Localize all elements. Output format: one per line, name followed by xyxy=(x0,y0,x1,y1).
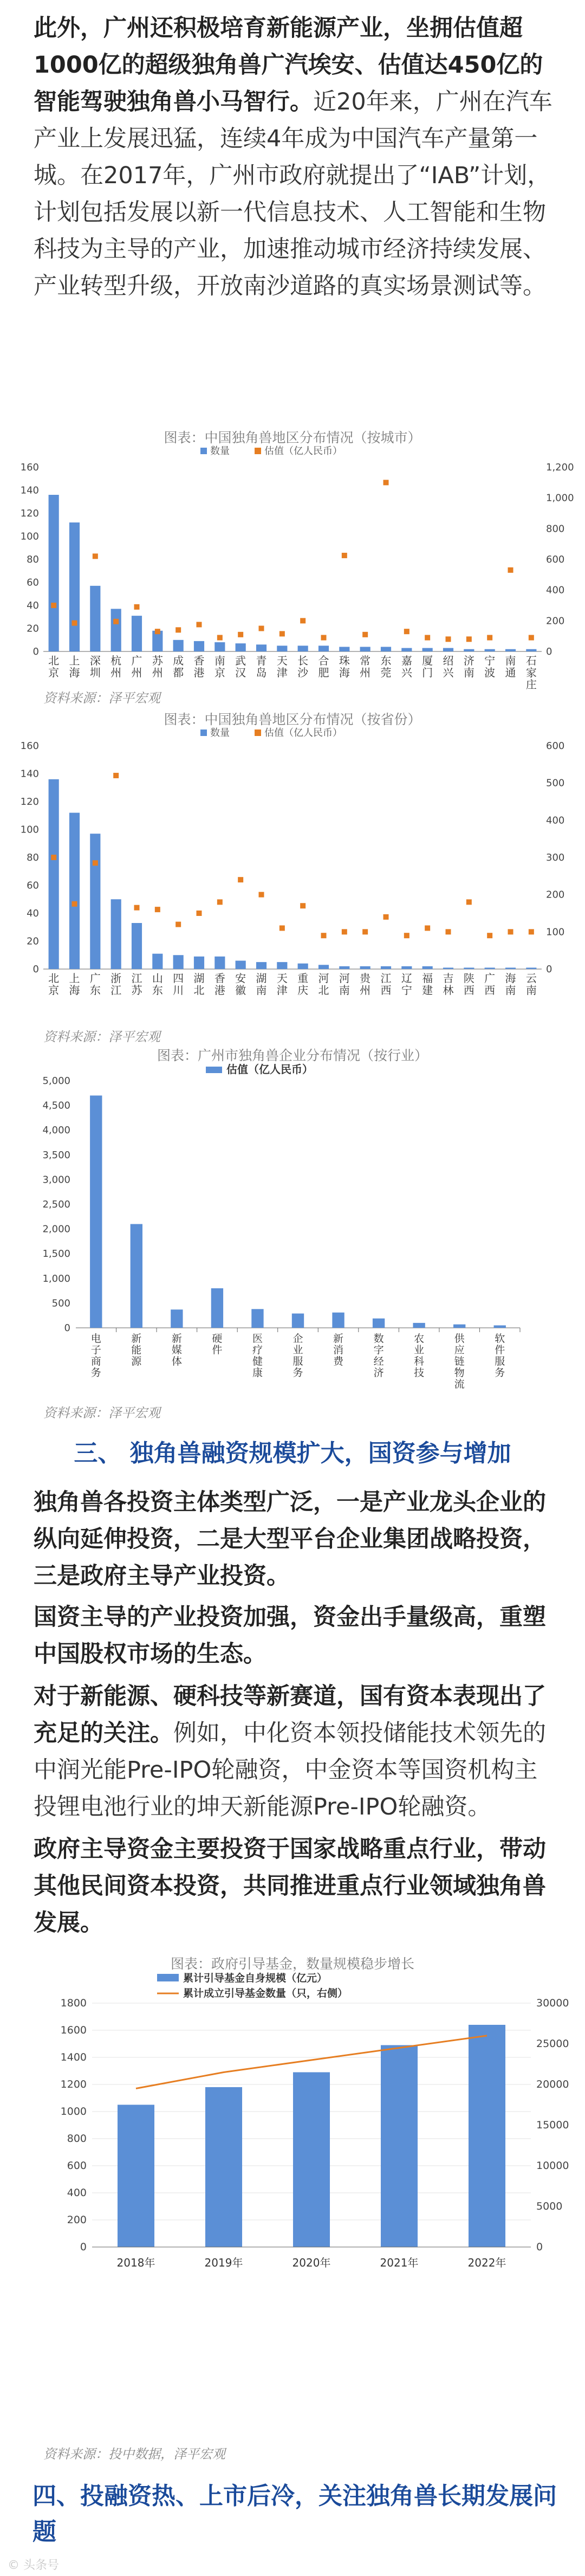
legend-line-label: 累计成立引导基金数量（只，右侧） xyxy=(183,1987,348,1999)
y2-tick-label: 0 xyxy=(546,646,552,657)
legend-bar-label: 估值（亿人民币） xyxy=(226,1063,313,1076)
x-tick-label: 四川 xyxy=(173,972,184,997)
x-tick-label: 2018年 xyxy=(116,2256,155,2269)
value-marker xyxy=(466,636,472,642)
x-tick-label: 常州 xyxy=(360,654,371,679)
bar xyxy=(443,648,453,651)
value-marker xyxy=(342,929,347,934)
value-marker xyxy=(508,567,514,573)
x-tick-label: 绍兴 xyxy=(443,654,454,679)
y-tick-label: 500 xyxy=(51,1297,70,1309)
y2-tick-label: 400 xyxy=(546,815,565,827)
x-tick-label: 南京 xyxy=(214,654,225,679)
value-marker xyxy=(197,622,202,627)
x-tick-label: 珠海 xyxy=(339,654,350,679)
value-marker xyxy=(425,635,430,641)
value-marker xyxy=(446,636,451,642)
section3-p1-text: 独角兽各投资主体类型广泛，一是产业龙头企业的纵向延伸投资，二是大型平台企业集团战略投资，三是政府主导产业投资。 xyxy=(34,1489,546,1590)
value-marker xyxy=(197,911,202,916)
value-marker xyxy=(384,914,389,920)
bar xyxy=(173,955,184,969)
value-marker xyxy=(113,619,119,624)
section3-p2 xyxy=(34,1599,554,1673)
y-tick-label: 1800 xyxy=(60,1997,87,2009)
value-marker xyxy=(51,855,56,860)
y2-tick-label: 15000 xyxy=(536,2119,569,2131)
bar xyxy=(422,648,433,651)
bar xyxy=(373,1319,385,1328)
bar xyxy=(205,2087,242,2247)
x-tick-label: 东莞 xyxy=(380,654,392,679)
bar xyxy=(494,1325,506,1328)
y-tick-label: 140 xyxy=(20,768,39,780)
chart4-caption: 图表：政府引导基金，数量规模稳步增长 xyxy=(170,1956,414,1972)
bar xyxy=(298,964,308,969)
y-tick-label: 800 xyxy=(67,2133,87,2145)
bar xyxy=(422,966,433,969)
x-tick-label: 上海 xyxy=(69,654,80,679)
bar xyxy=(381,2045,418,2248)
x-tick-label: 江苏 xyxy=(131,972,142,997)
y-tick-label: 1600 xyxy=(60,2024,87,2036)
x-tick-label: 农业科技 xyxy=(414,1333,425,1379)
y2-tick-label: 500 xyxy=(546,777,565,789)
x-tick-label: 天津 xyxy=(276,654,288,679)
y-tick-label: 20 xyxy=(27,623,39,635)
legend-bar-label: 数量 xyxy=(210,446,230,457)
y-tick-label: 40 xyxy=(27,908,39,919)
bar xyxy=(131,1224,142,1328)
x-tick-label: 香港 xyxy=(193,654,205,679)
legend-bar-swatch xyxy=(200,729,207,736)
chart1 xyxy=(0,444,585,691)
x-tick-label: 新能源 xyxy=(131,1333,142,1367)
section3-p1 xyxy=(34,1484,554,1594)
bar xyxy=(505,967,516,969)
bar xyxy=(401,648,412,651)
y-tick-label: 100 xyxy=(20,824,39,836)
legend-bar-label: 累计引导基金自身规模（亿元） xyxy=(183,1972,328,1984)
value-marker xyxy=(342,553,347,558)
bar xyxy=(251,1309,263,1328)
bar xyxy=(171,1309,183,1328)
section3-heading: 三、 独角兽融资规模扩大，国资参与增加 xyxy=(74,1439,511,1467)
x-tick-label: 软件服务 xyxy=(495,1333,505,1379)
bar xyxy=(318,645,329,651)
value-marker xyxy=(362,929,368,934)
y-tick-label: 120 xyxy=(20,508,39,519)
value-marker xyxy=(321,933,327,938)
x-tick-label: 陕西 xyxy=(463,972,474,997)
section3-p3-normal: 例如，中化资本领投储能技术领先的中润光能Pre-IPO轮融资，中金资本等国资机构主投锂电池行业的坤天新能源Pre-IPO轮融资。 xyxy=(34,1720,546,1820)
x-tick-label: 成都 xyxy=(173,654,184,679)
x-tick-label: 北京 xyxy=(48,972,60,997)
bar xyxy=(277,962,287,969)
bar xyxy=(339,966,349,969)
y-tick-label: 0 xyxy=(64,1322,70,1334)
bar xyxy=(469,2025,505,2247)
y2-tick-label: 0 xyxy=(536,2241,543,2253)
section3-p2-text: 国资主导的产业投资加强，资金出手量级高，重塑中国股权市场的生态。 xyxy=(34,1604,546,1668)
bar xyxy=(236,961,246,969)
value-marker xyxy=(404,933,410,938)
bar xyxy=(505,649,516,651)
bar xyxy=(360,966,370,969)
value-marker xyxy=(300,618,306,623)
bar xyxy=(526,967,536,969)
chart3 xyxy=(0,1062,585,1393)
y-tick-label: 400 xyxy=(67,2187,87,2199)
y-tick-label: 4,500 xyxy=(42,1100,70,1112)
bar xyxy=(381,966,391,969)
legend-bar-swatch xyxy=(206,1067,222,1073)
bar xyxy=(381,647,391,652)
y-tick-label: 600 xyxy=(67,2160,87,2172)
bar xyxy=(194,957,204,969)
x-tick-label: 广西 xyxy=(484,972,496,997)
bar xyxy=(256,962,266,969)
x-tick-label: 吉林 xyxy=(443,972,454,997)
bar xyxy=(211,1288,223,1328)
legend-dot-label: 估值（亿人民币） xyxy=(264,446,342,457)
value-marker xyxy=(404,629,410,634)
bar xyxy=(256,644,266,651)
bar xyxy=(293,2073,330,2248)
value-marker xyxy=(508,929,514,934)
legend-dot-label: 估值（亿人民币） xyxy=(264,727,342,739)
x-tick-label: 北京 xyxy=(48,654,60,679)
bar xyxy=(90,586,100,651)
x-tick-label: 企业服务 xyxy=(292,1333,303,1379)
y-tick-label: 1000 xyxy=(60,2106,87,2117)
chart2 xyxy=(0,726,585,1013)
x-tick-label: 新媒体 xyxy=(171,1333,182,1367)
x-tick-label: 新消费 xyxy=(333,1333,344,1367)
value-marker xyxy=(134,604,140,610)
legend-dot-swatch xyxy=(255,448,261,454)
bar xyxy=(90,1095,102,1328)
bar xyxy=(49,779,59,969)
x-tick-label: 福建 xyxy=(422,972,433,997)
value-marker xyxy=(238,632,243,637)
x-tick-label: 山东 xyxy=(152,972,163,997)
x-tick-label: 安徽 xyxy=(235,972,246,997)
value-marker xyxy=(155,907,160,912)
x-tick-label: 数字经济 xyxy=(373,1333,384,1379)
x-tick-label: 辽宁 xyxy=(401,972,412,997)
bar xyxy=(332,1313,344,1328)
legend-bar-swatch xyxy=(157,1974,179,1981)
section3-p3-bold: 对于新能源、硬科技等新赛道，国有资本表现出了充足的关注。 xyxy=(34,1683,546,1747)
value-marker xyxy=(280,631,285,636)
y-tick-label: 60 xyxy=(27,880,39,892)
y-tick-label: 140 xyxy=(20,485,39,496)
x-tick-label: 嘉兴 xyxy=(401,654,412,679)
x-tick-label: 2020年 xyxy=(292,2256,331,2269)
bar xyxy=(526,649,536,651)
y2-tick-label: 400 xyxy=(546,584,565,596)
bar xyxy=(132,923,142,969)
value-marker xyxy=(280,925,285,931)
value-marker xyxy=(425,925,430,931)
value-marker xyxy=(238,877,243,882)
y-tick-label: 80 xyxy=(27,554,39,565)
y-tick-label: 40 xyxy=(27,600,39,611)
y2-tick-label: 0 xyxy=(546,964,552,975)
y2-tick-label: 300 xyxy=(546,852,565,863)
y-tick-label: 0 xyxy=(32,964,39,975)
bar xyxy=(132,616,142,651)
bar xyxy=(69,813,80,969)
value-marker xyxy=(93,860,98,866)
chart4 xyxy=(0,1971,585,2274)
y-tick-label: 1400 xyxy=(60,2051,87,2063)
x-tick-label: 云南 xyxy=(525,972,537,997)
value-marker xyxy=(176,627,181,632)
legend-bar-swatch xyxy=(200,448,207,454)
bar xyxy=(173,640,184,651)
y2-tick-label: 200 xyxy=(546,889,565,901)
bar xyxy=(360,647,370,652)
x-tick-label: 广州 xyxy=(131,654,142,679)
x-tick-label: 贵州 xyxy=(360,972,371,997)
value-marker xyxy=(113,773,119,778)
y2-tick-label: 200 xyxy=(546,615,565,627)
legend-dot-swatch xyxy=(255,729,261,736)
y2-tick-label: 800 xyxy=(546,523,565,535)
bar xyxy=(236,643,246,651)
value-marker xyxy=(321,635,327,641)
section3-p4-text: 政府主导资金主要投资于国家战略重点行业，带动其他民间资本投资，共同推进重点行业领域独角兽发展。 xyxy=(34,1836,546,1936)
y2-tick-label: 1,000 xyxy=(546,492,574,504)
x-tick-label: 2019年 xyxy=(204,2256,243,2269)
bar xyxy=(485,967,495,969)
x-tick-label: 湖南 xyxy=(256,972,267,997)
value-marker xyxy=(134,905,140,911)
intro-normal-text: 近20年来，广州在汽车产业上发展迅猛，连续4年成为中国汽车产量第一城。在2017年，广州市政府就提出了“IAB”计划，计划包括发展以新一代信息技术、人工智能和生物科技为主导的产业，加速推动城市经济持续发展、产业转型升级，开放南沙道路的真实场景测试等。 xyxy=(34,88,552,300)
bar xyxy=(292,1314,304,1328)
x-tick-label: 湖北 xyxy=(193,972,205,997)
x-tick-label: 济南 xyxy=(463,654,474,679)
x-tick-label: 青岛 xyxy=(256,654,267,679)
bar xyxy=(413,1323,425,1328)
y-tick-label: 80 xyxy=(27,852,39,863)
y-tick-label: 160 xyxy=(20,462,39,473)
value-marker xyxy=(529,929,534,934)
section3-p3 xyxy=(34,1678,554,1825)
watermark: © 头条号 xyxy=(8,2559,59,2572)
y-tick-label: 2,500 xyxy=(42,1199,70,1210)
section3-p4 xyxy=(34,1831,554,1941)
y2-tick-label: 100 xyxy=(546,926,565,938)
x-tick-label: 海南 xyxy=(505,972,516,997)
value-marker xyxy=(217,899,223,905)
y2-tick-label: 1,200 xyxy=(546,462,574,473)
bar xyxy=(111,899,121,969)
x-tick-label: 合肥 xyxy=(318,654,329,679)
x-tick-label: 武汉 xyxy=(235,654,246,679)
bar xyxy=(339,647,349,652)
y-tick-label: 0 xyxy=(80,2241,87,2253)
x-tick-label: 杭州 xyxy=(110,654,122,679)
y-tick-label: 2,000 xyxy=(42,1223,70,1235)
value-marker xyxy=(217,635,223,641)
y-tick-label: 60 xyxy=(27,577,39,589)
chart3-caption: 图表：广州市独角兽企业分布情况（按行业） xyxy=(157,1048,428,1063)
x-tick-label: 供应链物流 xyxy=(454,1333,465,1390)
bar xyxy=(485,649,495,651)
value-marker xyxy=(259,626,264,631)
x-tick-label: 厦门 xyxy=(422,654,433,679)
bar xyxy=(277,645,287,651)
y2-tick-label: 20000 xyxy=(536,2078,569,2090)
y-tick-label: 1,000 xyxy=(42,1273,70,1284)
y2-tick-label: 5000 xyxy=(536,2200,563,2212)
y2-tick-label: 600 xyxy=(546,554,565,565)
x-tick-label: 河南 xyxy=(339,972,350,997)
y-tick-label: 5,000 xyxy=(42,1075,70,1087)
value-marker xyxy=(93,553,98,559)
x-tick-label: 江西 xyxy=(380,972,392,997)
bar xyxy=(90,834,100,969)
y-tick-label: 1,500 xyxy=(42,1248,70,1260)
y-tick-label: 1200 xyxy=(60,2078,87,2090)
x-tick-label: 电子商务 xyxy=(90,1333,101,1379)
y-tick-label: 160 xyxy=(20,740,39,752)
y-tick-label: 100 xyxy=(20,531,39,543)
bar xyxy=(214,642,225,651)
x-tick-label: 硬件 xyxy=(212,1333,223,1356)
chart4-source: 资料来源：投中数据，泽平宏观 xyxy=(43,2446,225,2462)
value-marker xyxy=(72,621,77,626)
x-tick-label: 浙江 xyxy=(110,972,122,997)
value-marker xyxy=(72,901,77,907)
x-tick-label: 2022年 xyxy=(467,2256,506,2269)
bar xyxy=(111,609,121,651)
bar xyxy=(49,495,59,651)
chart1-caption: 图表：中国独角兽地区分布情况（按城市） xyxy=(164,430,421,446)
y-tick-label: 0 xyxy=(32,646,39,657)
bar xyxy=(118,2105,154,2248)
chart2-source: 资料来源：泽平宏观 xyxy=(43,1029,160,1044)
x-tick-label: 医疗健康 xyxy=(252,1333,263,1379)
x-tick-label: 2021年 xyxy=(380,2256,419,2269)
value-marker xyxy=(300,903,306,908)
x-tick-label: 香港 xyxy=(214,972,225,997)
section4-heading: 四、投融资热、上市后冷，关注独角兽长期发展问题 xyxy=(32,2482,557,2546)
value-marker xyxy=(362,632,368,637)
chart1-source: 资料来源：泽平宏观 xyxy=(43,690,160,706)
value-marker xyxy=(529,635,534,641)
value-marker xyxy=(259,892,264,898)
intro-paragraph xyxy=(34,10,554,305)
x-tick-label: 长沙 xyxy=(297,654,309,679)
y-tick-label: 120 xyxy=(20,796,39,808)
bar xyxy=(443,967,453,969)
value-marker xyxy=(446,929,451,934)
bar xyxy=(194,641,204,651)
intro-bold-text: 此外，广州还积极培育新能源产业，坐拥估值超1000亿的超级独角兽广汽埃安、估值达450亿的智能驾驶独角兽小马智行。 xyxy=(34,15,543,115)
value-marker xyxy=(384,480,389,485)
bar xyxy=(464,967,474,969)
y-tick-label: 20 xyxy=(27,935,39,947)
x-tick-label: 苏州 xyxy=(152,654,163,679)
y2-tick-label: 30000 xyxy=(536,1997,569,2009)
bar xyxy=(152,954,162,969)
bar xyxy=(298,645,308,651)
value-marker xyxy=(487,933,492,938)
x-tick-label: 宁波 xyxy=(484,654,496,679)
chart3-source: 资料来源：泽平宏观 xyxy=(43,1405,160,1421)
x-tick-label: 天津 xyxy=(276,972,288,997)
bar xyxy=(453,1325,465,1328)
bar xyxy=(214,957,225,969)
y-tick-label: 3,000 xyxy=(42,1174,70,1186)
y2-tick-label: 600 xyxy=(546,740,565,752)
x-tick-label: 广东 xyxy=(89,972,101,997)
y2-tick-label: 10000 xyxy=(536,2160,569,2172)
y-tick-label: 200 xyxy=(67,2214,87,2226)
y-tick-label: 3,500 xyxy=(42,1149,70,1161)
y2-tick-label: 25000 xyxy=(536,2038,569,2050)
value-marker xyxy=(466,899,472,905)
x-tick-label: 上海 xyxy=(69,972,80,997)
bar xyxy=(69,522,80,651)
value-marker xyxy=(51,603,56,608)
x-tick-label: 河北 xyxy=(318,972,329,997)
x-tick-label: 南通 xyxy=(505,654,516,679)
value-marker xyxy=(176,922,181,927)
legend-bar-label: 数量 xyxy=(210,727,230,739)
x-tick-label: 深圳 xyxy=(89,654,101,679)
chart2-caption: 图表：中国独角兽地区分布情况（按省份） xyxy=(164,712,421,727)
y-tick-label: 4,000 xyxy=(42,1125,70,1137)
value-marker xyxy=(155,629,160,634)
x-tick-label: 重庆 xyxy=(297,972,309,997)
bar xyxy=(401,966,412,969)
value-marker xyxy=(487,635,492,641)
bar xyxy=(318,965,329,969)
x-tick-label: 石家庄 xyxy=(525,654,537,691)
bar xyxy=(464,649,474,651)
